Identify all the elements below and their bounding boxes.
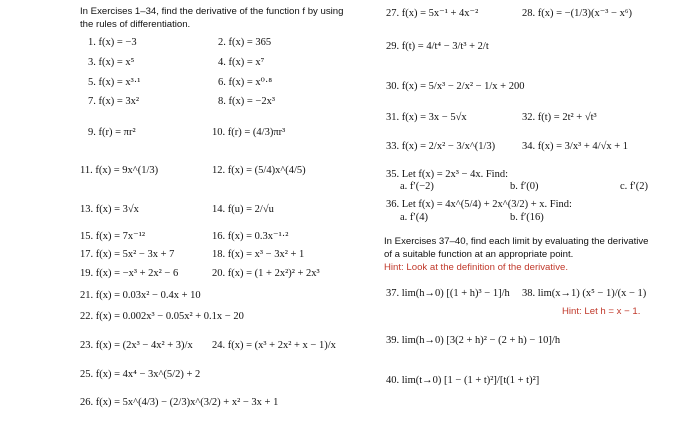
exercise-37: 37. lim(h→0) [(1 + h)³ − 1]/h — [386, 288, 510, 299]
exercise-11: 11. f(x) = 9x^(1/3) — [80, 165, 159, 176]
exercise-3: 3. f(x) = x⁵ — [88, 57, 135, 68]
exercise-21: 21. f(x) = 0.03x² − 0.4x + 10 — [80, 290, 201, 301]
exercise-30: 30. f(x) = 5/x³ − 2/x² − 1/x + 200 — [386, 81, 525, 92]
exercise-20: 20. f(x) = (1 + 2x²)² + 2x³ — [212, 268, 320, 279]
exercise-35-part-b: b. f′(0) — [510, 181, 539, 192]
exercise-36-part-b: b. f′(16) — [510, 212, 544, 223]
exercise-38-hint: Hint: Let h = x − 1. — [562, 306, 641, 317]
exercise-1: 1. f(x) = −3 — [88, 37, 137, 48]
exercise-36: 36. Let f(x) = 4x^(5/4) + 2x^(3/2) + x. Find: — [386, 199, 572, 210]
exercise-14: 14. f(u) = 2/√u — [212, 204, 274, 215]
exercise-25: 25. f(x) = 4x⁴ − 3x^(5/2) + 2 — [80, 369, 201, 380]
exercise-6: 6. f(x) = x⁰·⁸ — [218, 77, 273, 88]
exercise-35: 35. Let f(x) = 2x³ − 4x. Find: — [386, 169, 509, 180]
exercise-39: 39. lim(h→0) [3(2 + h)² − (2 + h) − 10]/h — [386, 335, 561, 346]
exercise-5: 5. f(x) = x³·¹ — [88, 77, 141, 88]
exercise-33: 33. f(x) = 2/x² − 3/x^(1/3) — [386, 141, 496, 152]
exercise-18: 18. f(x) = x³ − 3x² + 1 — [212, 249, 305, 260]
exercise-9: 9. f(r) = πr² — [88, 127, 136, 138]
exercise-2: 2. f(x) = 365 — [218, 37, 272, 48]
exercise-27: 27. f(x) = 5x⁻¹ + 4x⁻² — [386, 8, 479, 19]
exercise-13: 13. f(x) = 3√x — [80, 204, 139, 215]
exercise-29: 29. f(t) = 4/t⁴ − 3/t³ + 2/t — [386, 41, 489, 52]
exercise-10: 10. f(r) = (4/3)πr³ — [212, 127, 286, 138]
exercise-8: 8. f(x) = −2x³ — [218, 96, 275, 107]
exercise-19: 19. f(x) = −x³ + 2x² − 6 — [80, 268, 179, 279]
exercise-40: 40. lim(t→0) [1 − (1 + t)²]/[t(1 + t)²] — [386, 375, 540, 386]
exercise-23: 23. f(x) = (2x³ − 4x² + 3)/x — [80, 340, 193, 351]
instructions-2-line-1: In Exercises 37–40, find each limit by evaluating the derivative — [384, 236, 649, 247]
exercise-4: 4. f(x) = x⁷ — [218, 57, 265, 68]
exercise-38: 38. lim(x→1) (x⁵ − 1)/(x − 1) — [522, 288, 647, 299]
exercise-35-part-c: c. f′(2) — [620, 181, 648, 192]
instructions-2-line-2: of a suitable function at an appropriate point. — [384, 249, 574, 260]
hint-text: Hint: Look at the definition of the derivative. — [384, 262, 568, 273]
instructions-line-1: In Exercises 1–34, find the derivative of the function f by using — [80, 6, 344, 17]
exercise-16: 16. f(x) = 0.3x⁻¹·² — [212, 231, 289, 242]
exercise-31: 31. f(x) = 3x − 5√x — [386, 112, 467, 123]
exercise-7: 7. f(x) = 3x² — [88, 96, 140, 107]
exercise-32: 32. f(t) = 2t² + √t³ — [522, 112, 597, 123]
exercise-17: 17. f(x) = 5x² − 3x + 7 — [80, 249, 175, 260]
exercise-24: 24. f(x) = (x³ + 2x² + x − 1)/x — [212, 340, 336, 351]
exercise-22: 22. f(x) = 0.002x³ − 0.05x² + 0.1x − 20 — [80, 311, 244, 322]
exercise-26: 26. f(x) = 5x^(4/3) − (2/3)x^(3/2) + x² − 3x + 1 — [80, 397, 279, 408]
exercise-36-part-a: a. f′(4) — [400, 212, 428, 223]
exercise-28: 28. f(x) = −(1/3)(x⁻³ − x⁶) — [522, 8, 633, 19]
instructions-line-2: the rules of differentiation. — [80, 19, 191, 30]
exercise-34: 34. f(x) = 3/x³ + 4/√x + 1 — [522, 141, 628, 152]
exercise-15: 15. f(x) = 7x⁻¹² — [80, 231, 145, 242]
exercise-35-part-a: a. f′(−2) — [400, 181, 434, 192]
exercise-12: 12. f(x) = (5/4)x^(4/5) — [212, 165, 306, 176]
